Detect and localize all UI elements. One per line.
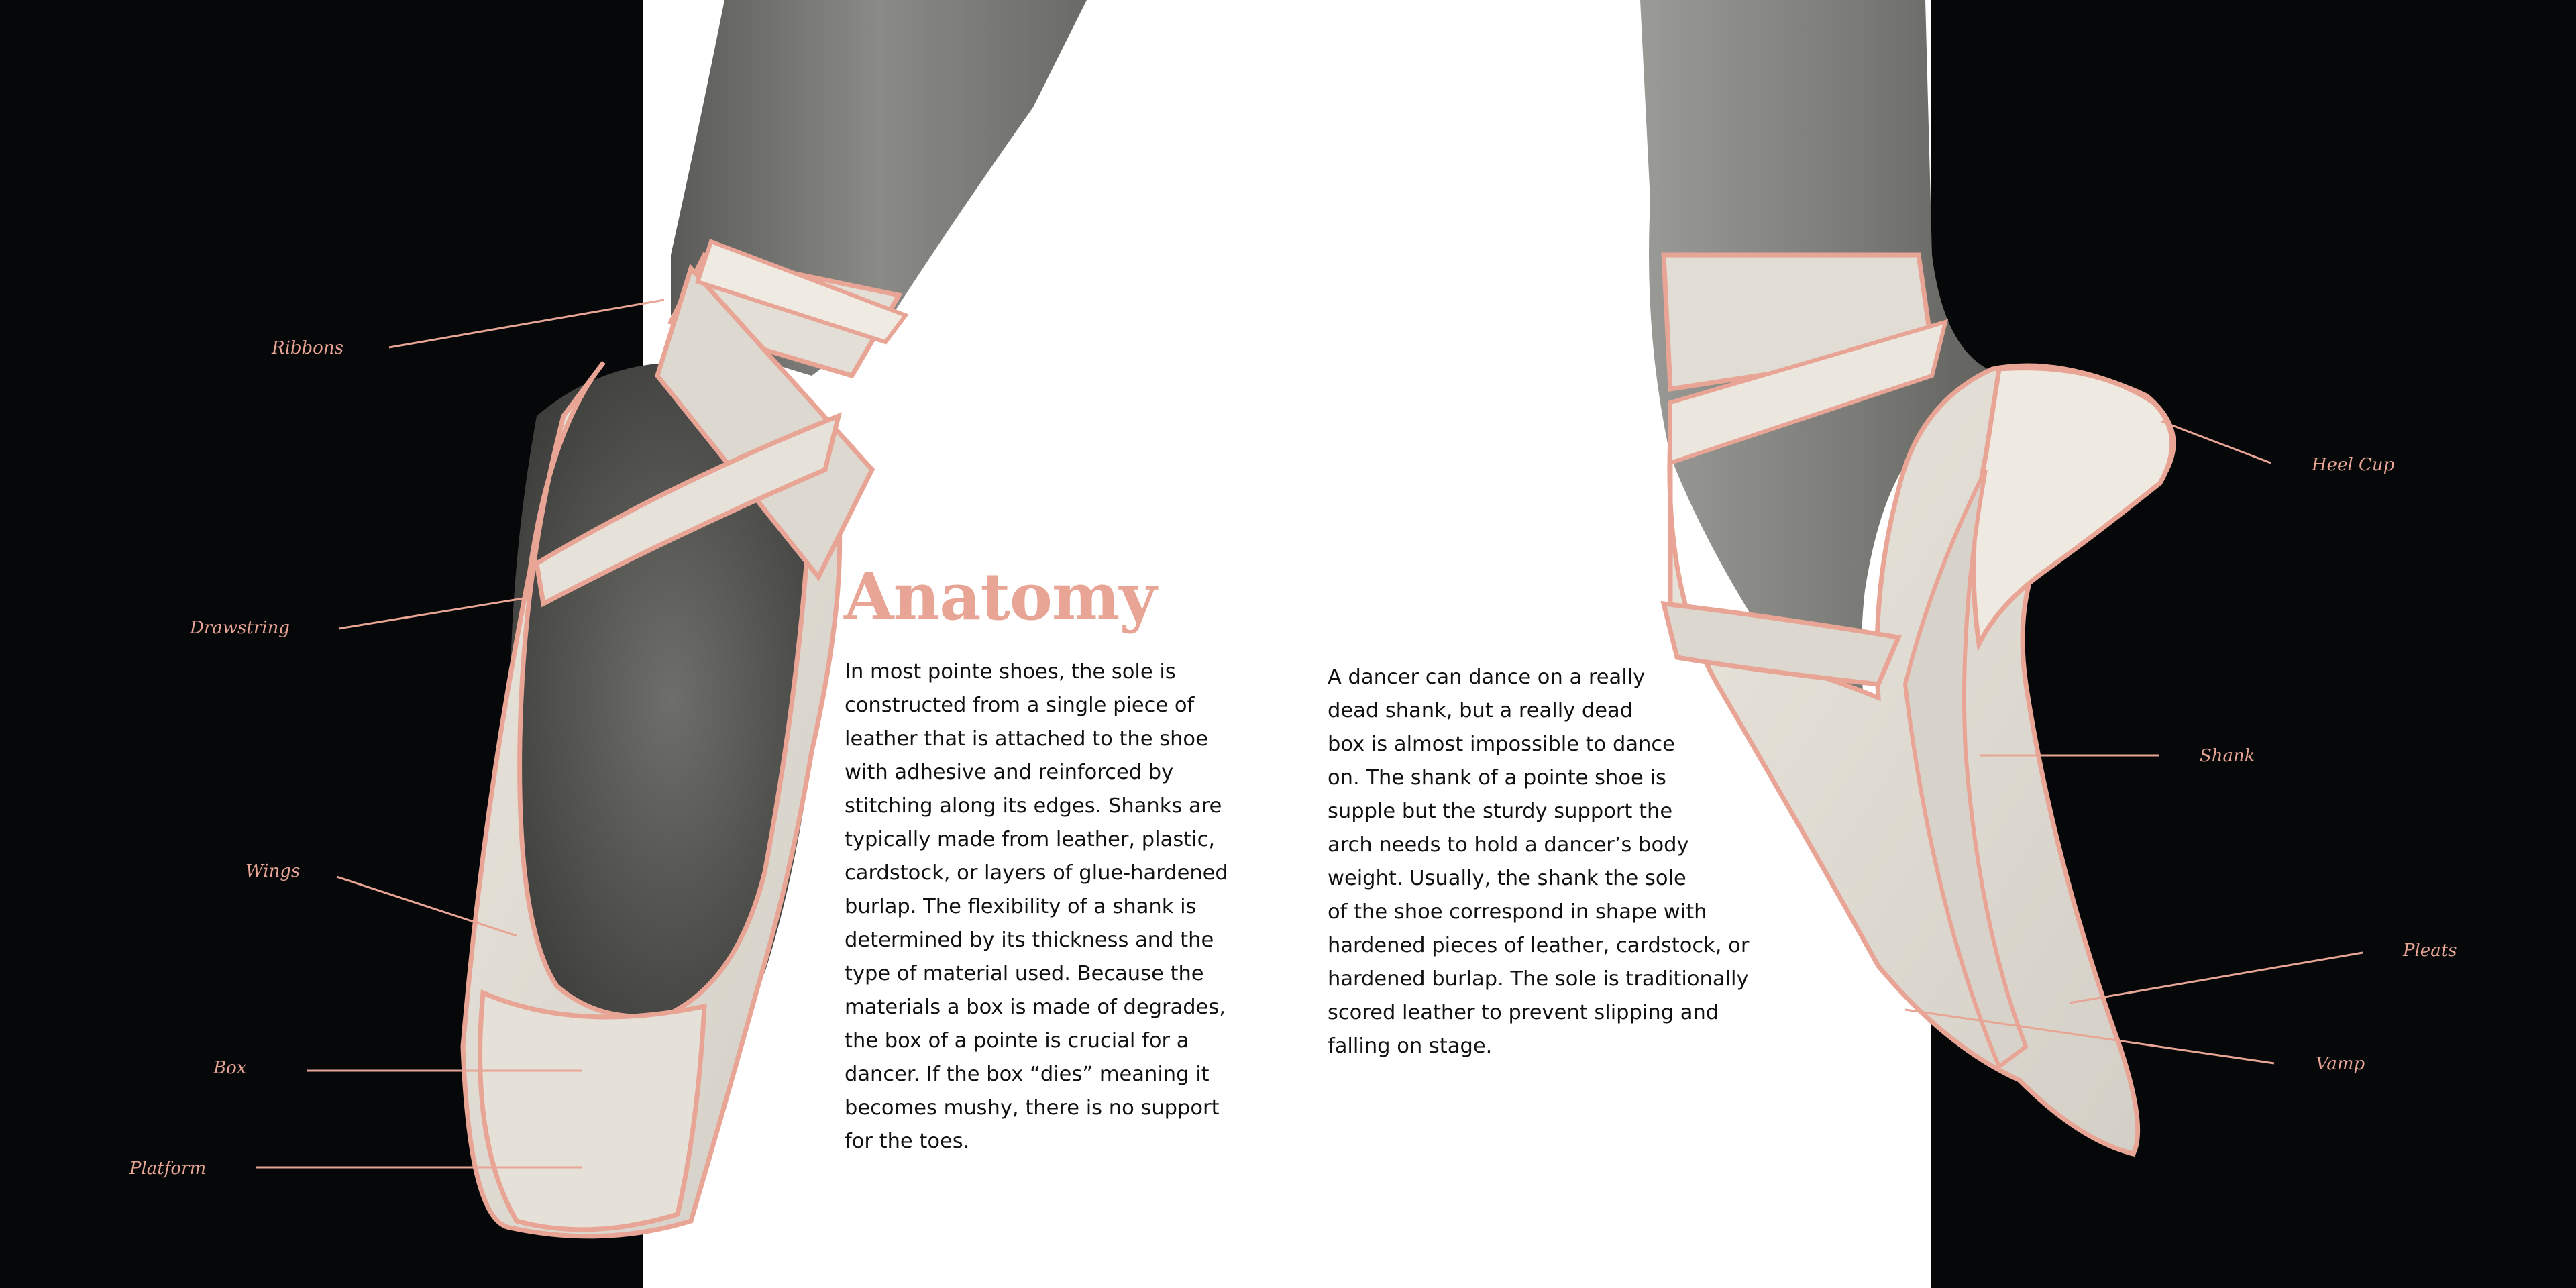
paragraph-left-line: burlap. The flexibility of a shank is <box>845 895 1197 918</box>
paragraph-left-line: cardstock, or layers of glue-hardened <box>845 861 1228 885</box>
paragraph-right-line: of the shoe correspond in shape with <box>1328 900 1707 924</box>
label-wings: Wings <box>246 861 301 881</box>
paragraph-right-line: arch needs to hold a dancer’s body <box>1328 833 1689 857</box>
drawstring-leader <box>339 598 527 629</box>
label-vamp: Vamp <box>2316 1054 2365 1074</box>
paragraph-left-line: becomes mushy, there is no support <box>845 1096 1220 1120</box>
paragraph-right-line: dead shank, but a really dead <box>1328 699 1633 722</box>
paragraph-left-line: stitching along its edges. Shanks are <box>845 794 1222 818</box>
paragraph-right-line: hardened pieces of leather, cardstock, or <box>1328 934 1750 957</box>
paragraph-left-line: dancer. If the box “dies” meaning it <box>845 1063 1210 1086</box>
ribbons-leader <box>389 300 664 347</box>
label-drawstring: Drawstring <box>190 618 290 638</box>
label-shank: Shank <box>2200 746 2255 766</box>
left-shoe-platform <box>480 993 704 1230</box>
paragraph-left-line: type of material used. Because the <box>845 962 1204 985</box>
paragraph-left-line: with adhesive and reinforced by <box>845 761 1174 784</box>
paragraph-left-line: the box of a pointe is crucial for a <box>845 1029 1189 1053</box>
paragraph-left-line: determined by its thickness and the <box>845 928 1214 952</box>
paragraph-right-line: on. The shank of a pointe shoe is <box>1328 766 1666 790</box>
paragraph-left-line: leather that is attached to the shoe <box>845 727 1208 751</box>
label-heel-cup: Heel Cup <box>2312 455 2395 475</box>
pleats-leader <box>2070 953 2363 1003</box>
right-heel-cup <box>1974 368 2172 644</box>
paragraph-left-line: In most pointe shoes, the sole is <box>845 660 1176 684</box>
paragraph-left-line: materials a box is made of degrades, <box>845 996 1226 1019</box>
paragraph-right-line: hardened burlap. The sole is traditionally <box>1328 967 1749 991</box>
label-ribbons: Ribbons <box>272 338 343 358</box>
paragraph-right-line: A dancer can dance on a really <box>1328 665 1646 689</box>
page-title: Anatomy <box>844 559 1157 635</box>
paragraph-right-line: weight. Usually, the shank the sole <box>1328 867 1686 890</box>
paragraph-left-line: for the toes. <box>845 1130 970 1153</box>
paragraph-right <box>1328 661 1770 1063</box>
paragraph-right-line: scored leather to prevent slipping and <box>1328 1001 1719 1024</box>
paragraph-right-line: supple but the sturdy support the <box>1328 800 1673 823</box>
paragraph-left-line: typically made from leather, plastic, <box>845 828 1216 851</box>
label-platform: Platform <box>129 1159 207 1179</box>
paragraph-right-line: box is almost impossible to dance <box>1328 733 1675 756</box>
paragraph-right-line: falling on stage. <box>1328 1034 1493 1058</box>
heel-cup-leader <box>2161 421 2271 463</box>
label-box: Box <box>213 1058 247 1078</box>
paragraph-left-line: constructed from a single piece of <box>845 694 1195 717</box>
paragraph-left <box>845 655 1247 1159</box>
label-pleats: Pleats <box>2403 941 2457 961</box>
